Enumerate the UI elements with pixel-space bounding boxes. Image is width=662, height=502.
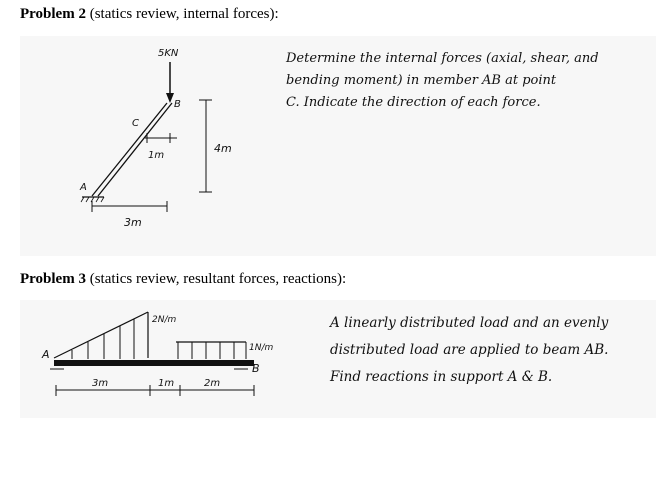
label-a: A	[80, 182, 87, 193]
problem-2-subtitle: (statics review, internal forces):	[89, 6, 279, 22]
triangular-load-label: 2N/m	[152, 315, 177, 325]
uniform-load-label: 1N/m	[249, 343, 274, 353]
problem-2-statement-line: C. Indicate the direction of each force.	[286, 95, 541, 110]
label-b: B	[174, 99, 181, 110]
problem-3-statement-line: distributed load are applied to beam AB.	[330, 342, 609, 358]
label-c: C	[132, 118, 139, 129]
problem-3-subtitle: (statics review, resultant forces, reactions):	[89, 271, 347, 287]
problem-2-statement-line: Determine the internal forces (axial, shear, and	[286, 51, 599, 66]
uniform-load-arrows	[178, 342, 246, 359]
problem-3-statement-line: Find reactions in support A & B.	[330, 369, 553, 385]
dim-c-label: 1m	[148, 150, 165, 161]
problem-2-statement-line: bending moment) in member AB at point	[286, 73, 557, 88]
label-a: A	[42, 348, 50, 361]
beam-ab	[54, 360, 254, 366]
dim-height-label: 4m	[214, 142, 232, 155]
dim-base-label: 3m	[124, 216, 142, 229]
problem-2-number: Problem 2	[20, 6, 86, 22]
problem-3-statement-line: A linearly distributed load and an evenly	[330, 315, 609, 331]
load-label: 5KN	[158, 48, 179, 59]
dim-1-label: 3m	[92, 378, 109, 389]
label-b: B	[252, 362, 260, 375]
problem-3-number: Problem 3	[20, 271, 86, 287]
triangular-load-arrows	[72, 319, 134, 359]
dim-2-label: 1m	[158, 378, 175, 389]
problem-3-statement	[330, 310, 608, 391]
dim-3-label: 2m	[204, 378, 221, 389]
